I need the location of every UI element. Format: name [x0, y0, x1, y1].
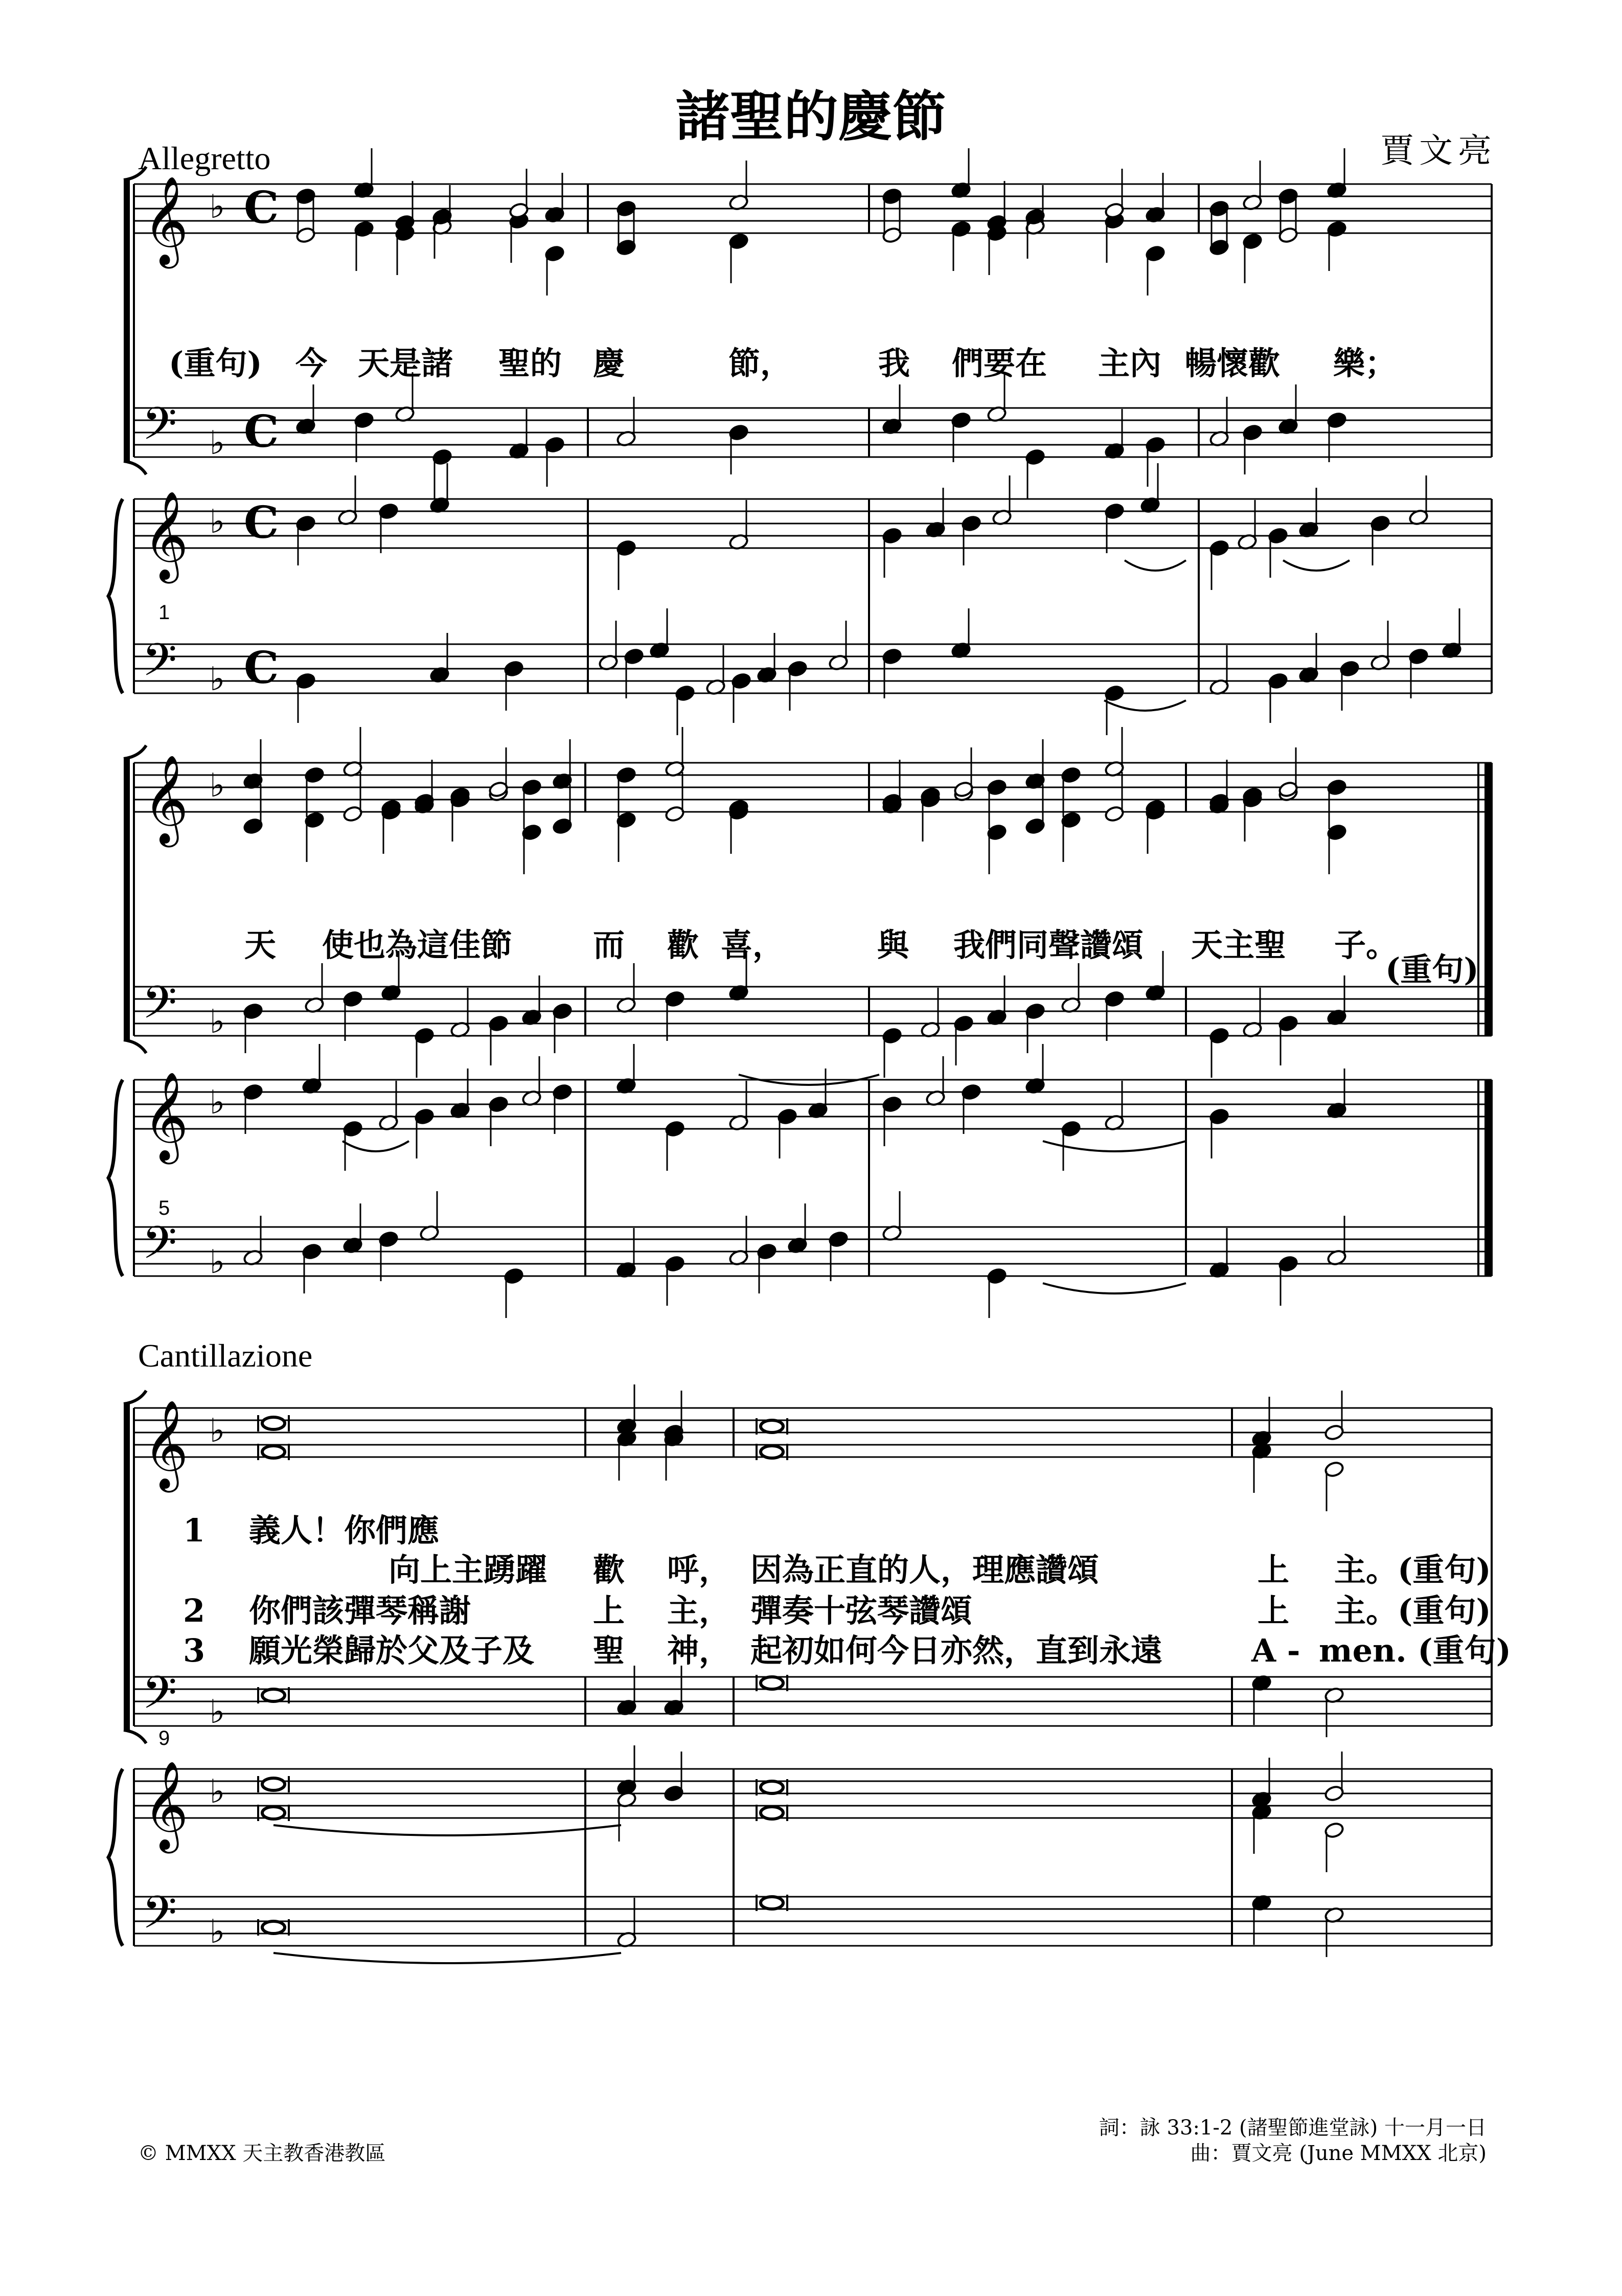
tempo-marking: Allegretto	[138, 140, 271, 176]
lyric-syllable: 暢懷歡	[1185, 345, 1281, 382]
lyric-syllable: 我	[878, 345, 910, 382]
brace-icon	[108, 1769, 123, 1946]
system-bracket	[124, 759, 130, 1040]
bass-clef-icon: 𝄢	[142, 976, 177, 1039]
lyric-syllable: 天是諸	[358, 345, 453, 382]
breve-note-head	[761, 1677, 783, 1689]
treble-clef-icon: 𝄞	[143, 755, 189, 844]
lyric-syllable: 聖的	[498, 345, 562, 382]
bass-clef-icon: 𝄢	[142, 1217, 177, 1280]
flat-key-signature-icon: ♭	[210, 1243, 225, 1281]
flat-key-signature-icon: ♭	[210, 188, 225, 226]
verse-text: 神，	[667, 1632, 731, 1669]
tie	[273, 1953, 621, 1963]
breve-note-head	[761, 1446, 783, 1458]
verse-text: 上	[593, 1592, 625, 1629]
verse-text: 呼，	[667, 1551, 731, 1588]
verse-text: 彈奏十弦琴讚頌	[750, 1592, 973, 1629]
section-marking: Cantillazione	[138, 1337, 313, 1374]
page-title: 諸聖的慶節	[675, 84, 947, 148]
breve-note-head	[761, 1781, 783, 1793]
lyric-syllable: 使也為這佳節	[322, 926, 513, 964]
tie	[1125, 560, 1186, 571]
copyright: © MMXX 天主教香港教區	[138, 2142, 386, 2165]
time-signature: C	[244, 182, 279, 234]
time-signature: C	[244, 497, 279, 549]
composer-name: 賈文亮	[1380, 131, 1497, 170]
treble-clef-icon: 𝄞	[143, 176, 189, 265]
bass-clef-icon: 𝄢	[142, 1667, 177, 1730]
lyric-syllable: 天主聖	[1191, 926, 1287, 964]
breve-note-head	[262, 1689, 285, 1701]
flat-key-signature-icon: ♭	[210, 1084, 225, 1122]
brace-icon	[108, 499, 123, 693]
time-signature: C	[244, 642, 279, 694]
breve-note-head	[262, 1778, 285, 1790]
breve-note-head	[262, 1807, 285, 1819]
treble-clef-icon: 𝄞	[143, 1761, 189, 1850]
verse-text: 歡	[593, 1551, 625, 1588]
bass-clef-icon: 𝄢	[142, 398, 177, 461]
breve-note-head	[262, 1446, 285, 1458]
tie	[342, 1141, 409, 1151]
breve-note-head	[262, 1417, 285, 1429]
lyric-syllable: 今	[295, 345, 328, 382]
verse-text: 上	[1258, 1592, 1290, 1629]
tie	[1283, 560, 1350, 571]
flat-key-signature-icon: ♭	[210, 1693, 225, 1731]
verse-text: 向上主踴躍	[389, 1551, 547, 1588]
breve-note-head	[262, 1921, 285, 1934]
verse-number: 2	[183, 1592, 205, 1629]
verse-text: 因為正直的人，理應讚頌	[750, 1551, 1100, 1588]
verse-text: 義人！你們應	[249, 1512, 440, 1549]
tie	[273, 1825, 621, 1835]
refrain-label: (重句)	[1385, 951, 1479, 988]
verse-text: 聖	[593, 1632, 625, 1669]
treble-clef-icon: 𝄞	[143, 1072, 189, 1161]
flat-key-signature-icon: ♭	[210, 503, 225, 541]
breve-note-head	[761, 1420, 783, 1433]
flat-key-signature-icon: ♭	[210, 767, 225, 805]
music-source: 曲：賈文亮 (June MMXX 北京)	[1190, 2142, 1487, 2165]
refrain-label: (重句)	[169, 345, 262, 382]
tie	[1043, 1283, 1186, 1293]
measure-number: 5	[158, 1197, 170, 1219]
measure-number: 1	[158, 601, 170, 624]
verse-number: 3	[183, 1632, 205, 1669]
lyric-syllable: 天	[244, 926, 277, 964]
verse-text: 主。(重句)	[1334, 1592, 1491, 1629]
system-bracket	[124, 1730, 146, 1743]
verse-text: 願光榮歸於父及子及	[249, 1632, 535, 1669]
lyric-syllable: 喜，	[721, 926, 785, 964]
verse-text: 起初如何今日亦然，直到永遠	[750, 1632, 1163, 1669]
system-bracket	[124, 461, 146, 474]
verse-text: 上	[1258, 1551, 1290, 1588]
breve-note-head	[761, 1897, 783, 1909]
system-bracket	[124, 180, 130, 461]
lyric-syllable: 歡	[667, 926, 699, 964]
flat-key-signature-icon: ♭	[210, 1913, 225, 1951]
bass-clef-icon: 𝄢	[142, 1886, 177, 1949]
verse-text: 你們該彈琴稱謝	[249, 1592, 471, 1629]
lyric-syllable: 與	[877, 926, 909, 964]
tie	[1104, 700, 1186, 711]
verse-number: 1	[183, 1512, 205, 1549]
time-signature: C	[244, 406, 279, 458]
flat-key-signature-icon: ♭	[210, 1773, 225, 1811]
flat-key-signature-icon: ♭	[210, 1003, 225, 1041]
system-bracket	[124, 1040, 146, 1053]
lyric-syllable: 主內	[1098, 345, 1162, 382]
treble-clef-icon: 𝄞	[143, 1400, 189, 1489]
brace-icon	[108, 1080, 123, 1276]
lyric-syllable: 子。	[1334, 926, 1398, 964]
lyric-syllable: 慶	[593, 345, 625, 382]
verse-text: 主，	[667, 1592, 731, 1629]
words-source: 詞：詠 33:1-2 (諸聖節進堂詠) 十一月一日	[1099, 2116, 1487, 2140]
tie	[1043, 1141, 1186, 1151]
verse-text: 主。(重句)	[1334, 1551, 1491, 1588]
lyric-syllable: 們要在	[952, 345, 1047, 382]
lyric-syllable: 樂；	[1333, 345, 1397, 382]
flat-key-signature-icon: ♭	[210, 1412, 225, 1450]
lyric-syllable: 節，	[728, 345, 792, 382]
lyric-syllable: 我們同聲讚頌	[953, 926, 1144, 964]
bass-clef-icon: 𝄢	[142, 634, 177, 697]
treble-clef-icon: 𝄞	[143, 491, 189, 580]
flat-key-signature-icon: ♭	[210, 661, 225, 698]
verse-text: A -	[1251, 1632, 1300, 1669]
lyric-syllable: 而	[593, 926, 625, 964]
breve-note-head	[761, 1807, 783, 1819]
measure-number: 9	[158, 1727, 170, 1749]
flat-key-signature-icon: ♭	[210, 424, 225, 462]
verse-text: men. (重句)	[1319, 1632, 1511, 1669]
system-bracket	[124, 1404, 130, 1730]
